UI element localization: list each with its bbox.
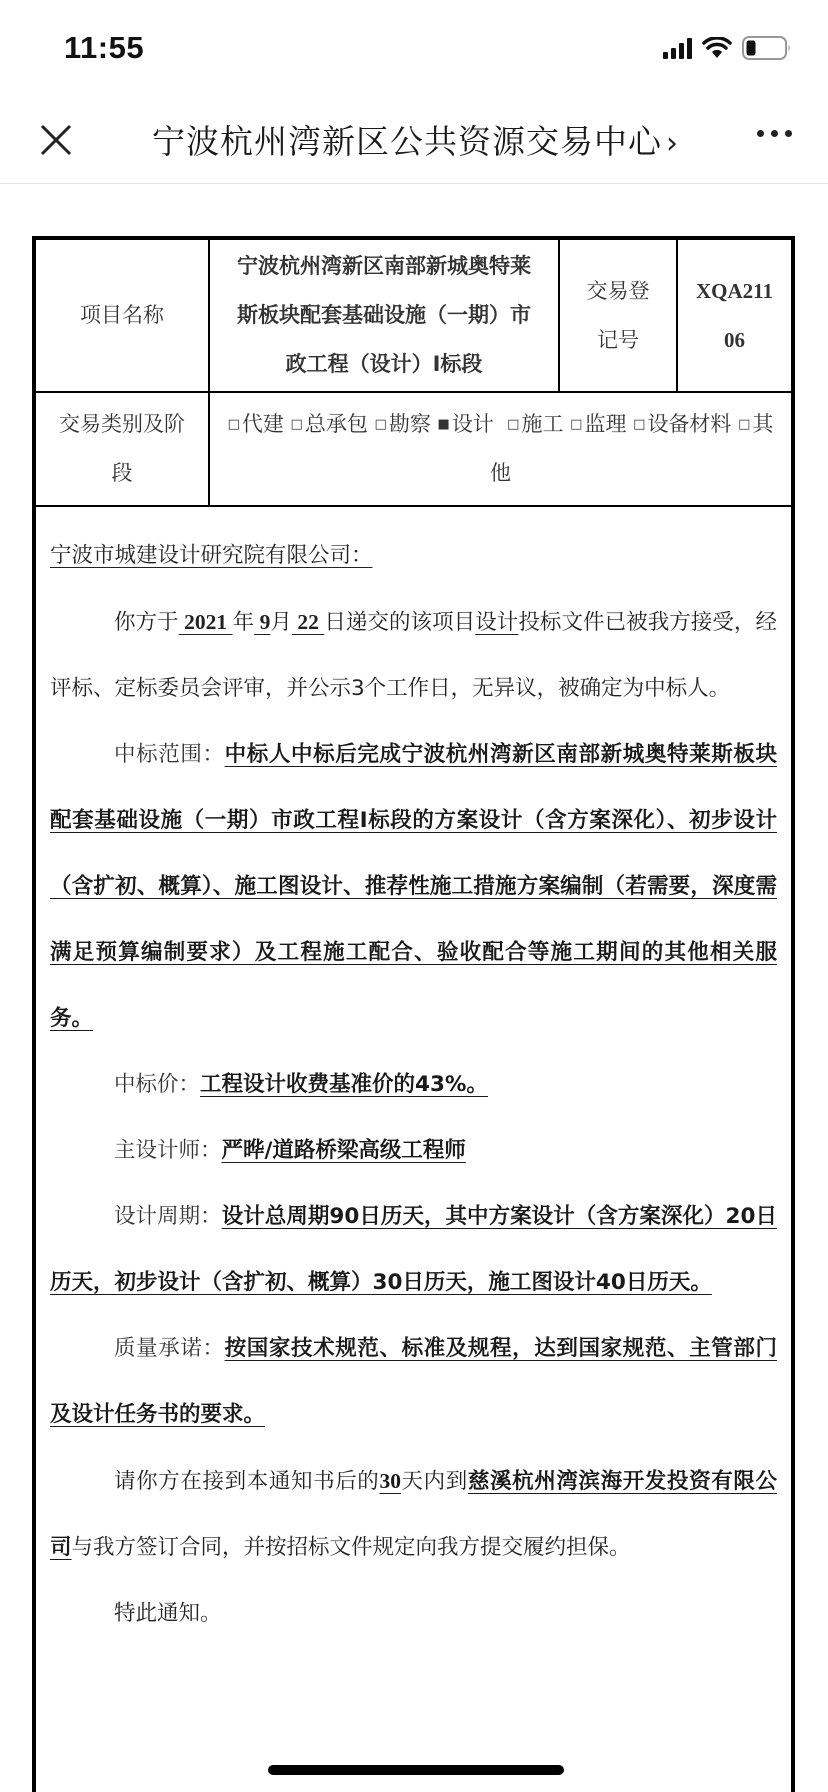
quality-label: 质量承诺： — [114, 1336, 225, 1361]
project-name-label: 项目名称 — [36, 240, 209, 392]
contract-days: 30 — [379, 1469, 401, 1493]
checkbox-unchecked-icon: □ — [633, 417, 646, 432]
project-name-value: 宁波杭州湾新区南部新城奥特莱斯板块配套基础设施（一期）市政工程（设计）I标段 — [209, 240, 559, 392]
price-paragraph — [50, 1052, 777, 1118]
close-icon[interactable] — [36, 120, 76, 160]
option-qi-ta: □其他 — [490, 412, 774, 485]
scope-value: 中标人中标后完成宁波杭州湾新区南部新城奥特莱斯板块配套基础设施（一期）市政工程I标段的方案设计（含方案深化）、初步设计（含扩初、概算）、施工图设计、推荐性施工措施方案编制（若需要，深度需满足预算编制要求）及工程施工配合、验收配合等施工期间的其他相关服务。 — [50, 742, 777, 1031]
home-indicator[interactable] — [268, 1765, 564, 1775]
designer-value: 严晔/道路桥梁高级工程师 — [221, 1138, 466, 1163]
table-row-category — [36, 392, 791, 506]
option-zong-cheng-bao: □总承包 — [290, 412, 368, 436]
contract-company: 慈溪杭州湾滨海开发投资有限公司 — [50, 1469, 777, 1560]
checkbox-unchecked-icon: □ — [570, 417, 583, 432]
bid-month: 9 — [259, 610, 271, 634]
checkbox-unchecked-icon: □ — [290, 417, 303, 432]
scope-label: 中标范围： — [114, 742, 225, 767]
status-bar — [0, 0, 828, 96]
bid-type: 设计 — [475, 610, 519, 635]
period-paragraph — [50, 1184, 777, 1316]
table-row-project — [36, 240, 791, 392]
checkbox-checked-icon: ■ — [437, 417, 450, 432]
period-label: 设计周期： — [114, 1204, 222, 1229]
designer-paragraph — [50, 1118, 777, 1184]
cellular-signal-icon — [663, 37, 692, 59]
chevron-right-icon: › — [666, 126, 679, 161]
checkbox-unchecked-icon: □ — [507, 417, 520, 432]
option-kan-cha: □勘察 — [374, 412, 431, 436]
acceptance-paragraph: 你方于 2021 年 9月 22 日递交的该项目设计投标文件已被我方接受，经评标、定标委员会评审，并公示3个工作日，无异议，被确定为中标人。 — [50, 610, 777, 701]
category-label: 交易类别及阶段 — [36, 392, 209, 506]
more-icon[interactable] — [757, 130, 792, 137]
wifi-icon — [702, 37, 732, 59]
quality-paragraph — [50, 1316, 777, 1448]
contract-paragraph: 请你方在接到本通知书后的30天内到慈溪杭州湾滨海开发投资有限公司与我方签订合同，并按招标文件规定向我方提交履约担保。 — [50, 1469, 777, 1560]
option-shi-gong: □施工 — [507, 412, 564, 436]
registration-number: XQA21106 — [677, 240, 791, 392]
closing: 特此通知。 — [114, 1601, 222, 1626]
option-she-ji: ■设计 — [437, 412, 494, 436]
page-title[interactable] — [152, 116, 679, 163]
project-info-table — [36, 240, 791, 507]
registration-label: 交易登记号 — [559, 240, 677, 392]
notice-document — [32, 236, 795, 1792]
checkbox-unchecked-icon: □ — [738, 417, 751, 432]
notice-body — [36, 507, 791, 1647]
page-title-text: 宁波杭州湾新区公共资源交易中心 — [152, 122, 662, 161]
option-dai-jian: □代建 — [227, 412, 284, 436]
bid-day: 22 — [297, 610, 319, 634]
bid-year: 2021 — [184, 610, 228, 634]
option-jian-li: □监理 — [570, 412, 627, 436]
price-value: 工程设计收费基准价的43%。 — [200, 1072, 488, 1097]
checkbox-unchecked-icon: □ — [227, 417, 240, 432]
scope-paragraph — [50, 722, 777, 1052]
category-options — [209, 392, 791, 506]
nav-bar — [0, 96, 828, 184]
checkbox-unchecked-icon: □ — [374, 417, 387, 432]
status-time: 11:55 — [64, 30, 145, 65]
status-icons — [663, 36, 792, 60]
designer-label: 主设计师： — [114, 1138, 222, 1163]
addressee: 宁波市城建设计研究院有限公司： — [50, 543, 373, 568]
quality-value: 按国家技术规范、标准及规程，达到国家规范、主管部门及设计任务书的要求。 — [50, 1336, 777, 1427]
period-value: 设计总周期90日历天，其中方案设计（含方案深化）20日历天，初步设计（含扩初、概算）30日历天，施工图设计40日历天。 — [50, 1204, 777, 1295]
battery-low-icon — [742, 36, 792, 60]
price-label: 中标价： — [114, 1072, 201, 1097]
option-she-bei-cai-liao: □设备材料 — [633, 412, 732, 436]
